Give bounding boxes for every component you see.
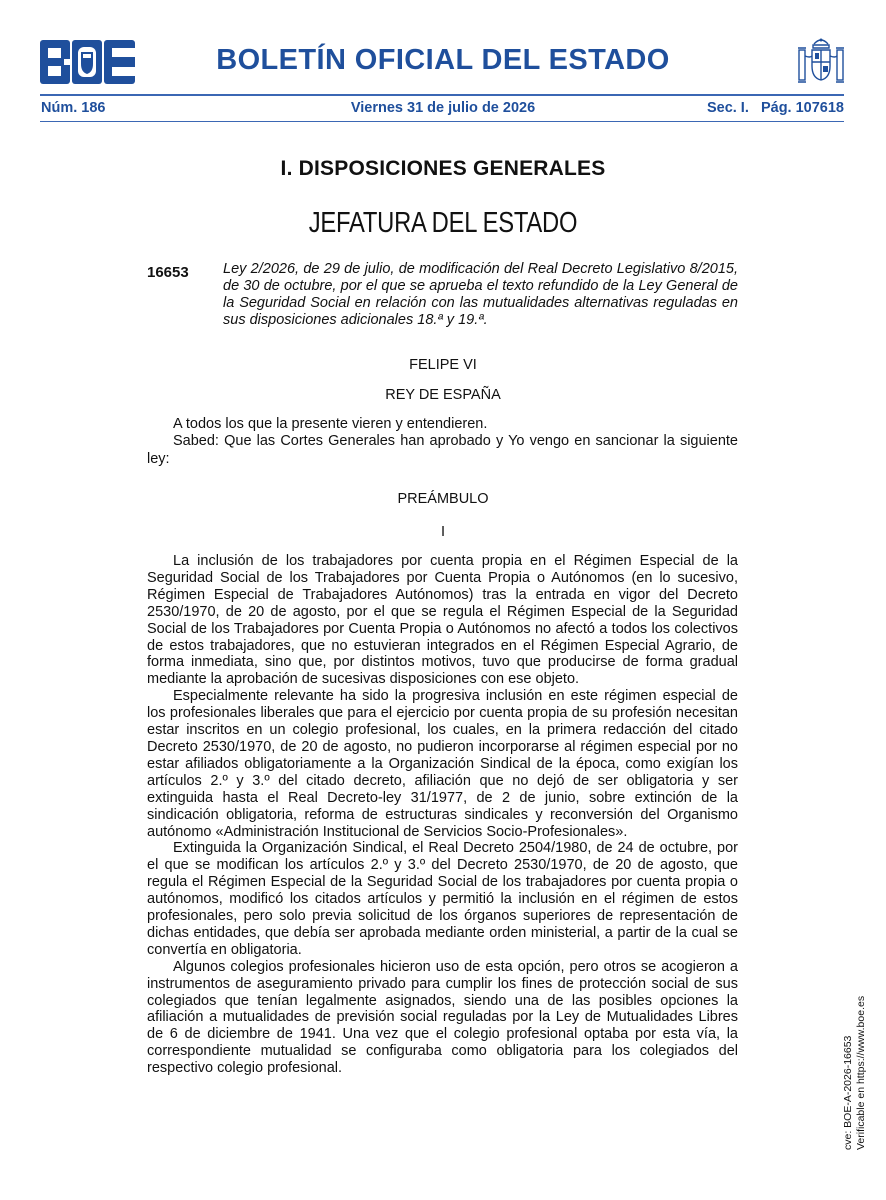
coat-of-arms-icon — [796, 36, 846, 88]
body-paragraph: La inclusión de los trabajadores por cuenta propia en el Régimen Especial de la Seguridad Social de los Trabajadores por Cuenta Propia o Autónomos (en lo sucesivo, Régimen Especial de Trabajadores Autónomos) tras la entrada en vigor del Decreto 2530/1970, de 20 de agosto, por el que se regula el Régimen Especial de la Seguridad Social de los Trabajadores por Cuenta Propia o Autónomos no afectó a todos los colectivos de estos trabajadores, que no estuvieran integrados en el Régimen Especial Agrario, de forma inmediata, sino que, por distintos motivos, tuvo que producirse de forma gradual mediante la aprobación de sucesivas disposiciones con ese objeto. — [147, 553, 738, 688]
body-paragraph: Especialmente relevante ha sido la progresiva inclusión en este régimen especial de los profesionales liberales que para el ejercicio por cuenta propia de su profesión necesitan estar inscritos en un colegio profesional, los cuales, en la primera redacción del citado Decreto 2530/1970, de 20 de agosto, no pudieron incorporarse al régimen especial por no estar afiliados obligatoriamente a la Organización Sindical de la época, como exigían los artículos 2.º y 3.º del citado decreto, afiliación que no dejó de ser obligatoria y ser extinguida hasta el Real Decreto-ley 31/1977, de 2 de junio, sobre extinción de la sindicación obligatoria, reforma de estructuras sindicales y reconversión del Organismo autónomo «Administración Institucional de Servicios Socio-Profesionales». — [147, 688, 738, 840]
document-title: Ley 2/2026, de 29 de julio, de modificación del Real Decreto Legislativo 8/2015, de 30 de octubre, por el que se aprueba el texto refundido de la Ley General de la Seguridad Social en relación con las mutualidades alternativas reguladas en sus disposiciones adicionales 18.ª y 19.ª. — [223, 261, 738, 328]
preamble-numeral: I — [440, 524, 446, 540]
department-title: JEFATURA DEL ESTADO — [308, 207, 578, 239]
body-paragraph: Extinguida la Organización Sindical, el Real Decreto 2504/1980, de 24 de octubre, por el que se modifican los artículos 2.º y 3.º del Decreto 2530/1970, de 20 de agosto, que regula el Régimen Especial de la Seguridad Social de los trabajadores por cuenta propia o autónomos, modificó los citados artículos y permitió la inclusión en el régimen de estos profesionales, pero solo previa solicitud de los órganos superiores de representación de dichas entidades, que debía ser aprobada mediante orden ministerial, a partir de la cual se convertía en obligatoria. — [147, 840, 738, 958]
meta-rule — [40, 121, 844, 122]
preamble-heading: PREÁMBULO — [397, 491, 489, 507]
intro-paragraph: Sabed: Que las Cortes Generales han aprobado y Yo vengo en sancionar la siguiente ley: — [147, 433, 738, 467]
king-name: FELIPE VI — [409, 357, 477, 373]
body-paragraph: Algunos colegios profesionales hicieron uso de esta opción, pero otros se acogieron a instrumentos de aseguramiento privado para cumplir los fines de protección social de sus colegiados que tenían legalmente asignados, siendo una de las posibles opciones la afiliación a mutualidades de previsión social reguladas por la Ley de Mutualidades Libres de 6 de diciembre de 1941. Una vez que el colegio profesional optaba por esta vía, la correspondiente mutualidad se configuraba como obligatoria para los colegiados del respectivo colegio profesional. — [147, 958, 738, 1077]
section-title: I. DISPOSICIONES GENERALES — [280, 157, 606, 180]
intro-block — [147, 416, 738, 468]
verification-note — [842, 890, 868, 1150]
preamble-body — [147, 553, 738, 1077]
king-title: REY DE ESPAÑA — [385, 387, 501, 403]
document-number: 16653 — [147, 264, 189, 281]
section-page: Sec. I. Pág. 107618 — [706, 100, 844, 116]
verification-link[interactable]: Verificable en https://www.boe.es — [855, 995, 867, 1150]
cve-code: cve: BOE-A-2026-16653 — [842, 1035, 854, 1150]
issue-date: Viernes 31 de julio de 2026 — [350, 100, 536, 116]
issue-number: Núm. 186 — [41, 100, 106, 116]
intro-paragraph: A todos los que la presente vieren y entendieren. — [173, 416, 488, 432]
header-rule — [40, 94, 844, 96]
journal-title: BOLETÍN OFICIAL DEL ESTADO — [216, 44, 670, 76]
